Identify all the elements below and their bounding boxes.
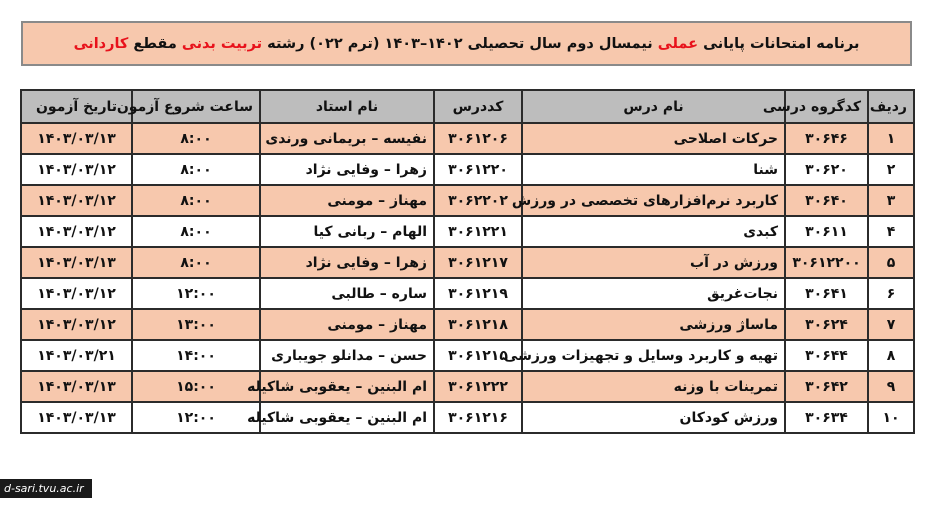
table-row [21,123,914,154]
cell-course-code: ۳۰۶۱۲۱۸ [434,309,522,340]
cell-course-name: حرکات اصلاحی [522,123,785,154]
cell-teacher: مهناز – مومنی [260,309,434,340]
cell-exam-date: ۱۴۰۳/۰۳/۱۲ [21,154,132,185]
header-group-code: کدگروه درسی [785,90,868,123]
header-course-code: کددرس [434,90,522,123]
cell-start-time: ۱۲:۰۰ [132,402,260,433]
title-highlight-major: تربیت بدنی [181,35,263,52]
cell-start-time: ۱۳:۰۰ [132,309,260,340]
cell-start-time: ۸:۰۰ [132,216,260,247]
cell-group-code: ۳۰۶۲۴ [785,309,868,340]
table-row [21,278,914,309]
table-row [21,247,914,278]
cell-group-code: ۳۰۶۴۱ [785,278,868,309]
table-row [21,309,914,340]
cell-teacher: زهرا – وفایی نژاد [260,154,434,185]
header-row-number: ردیف [868,90,914,123]
cell-exam-date: ۱۴۰۳/۰۳/۱۲ [21,185,132,216]
table-row [21,371,914,402]
title-part-1: برنامه امتحانات پایانی [703,35,860,52]
header-course-name: نام درس [522,90,785,123]
title-banner [21,21,912,66]
cell-start-time: ۸:۰۰ [132,154,260,185]
cell-group-code: ۳۰۶۴۶ [785,123,868,154]
cell-group-code: ۳۰۶۱۱ [785,216,868,247]
header-exam-date: تاریخ آزمون [21,90,132,123]
cell-group-code: ۳۰۶۴۰ [785,185,868,216]
title-highlight-degree: کاردانی [73,35,129,52]
cell-group-code: ۳۰۶۴۴ [785,340,868,371]
cell-exam-date: ۱۴۰۳/۰۳/۱۲ [21,309,132,340]
cell-exam-date: ۱۴۰۳/۰۳/۲۱ [21,340,132,371]
cell-teacher: حسن – مدانلو جویباری [260,340,434,371]
cell-exam-date: ۱۴۰۳/۰۳/۱۳ [21,247,132,278]
cell-teacher: ساره – طالبی [260,278,434,309]
cell-group-code: ۳۰۶۲۰ [785,154,868,185]
cell-course-name: کاربرد نرم‌افزارهای تخصصی در ورزش [522,185,785,216]
cell-group-code: ۳۰۶۳۴ [785,402,868,433]
cell-course-code: ۳۰۶۱۲۱۵ [434,340,522,371]
exam-schedule-table [20,89,915,434]
cell-course-name: ماساژ ورزشی [522,309,785,340]
table-row [21,185,914,216]
cell-course-code: ۳۰۶۱۲۱۷ [434,247,522,278]
cell-row-number: ۳ [868,185,914,216]
cell-course-name: کبدی [522,216,785,247]
table-row [21,216,914,247]
cell-course-name: تهیه و کاربرد وسایل و تجهیزات ورزشی [522,340,785,371]
header-start-time: ساعت شروع آزمون [132,90,260,123]
title-highlight-practical: عملی [657,35,699,52]
cell-group-code: ۳۰۶۴۲ [785,371,868,402]
title-part-3: نیمسال دوم سال تحصیلی ۱۴۰۲–۱۴۰۳ (ترم ۰۲۲) رشته [267,35,653,52]
cell-row-number: ۸ [868,340,914,371]
cell-course-name: ورزش کودکان [522,402,785,433]
cell-course-code: ۳۰۶۱۲۰۶ [434,123,522,154]
cell-teacher: نفیسه – بریمانی ورندی [260,123,434,154]
cell-exam-date: ۱۴۰۳/۰۳/۱۳ [21,402,132,433]
cell-course-name: تمرینات با وزنه [522,371,785,402]
cell-row-number: ۲ [868,154,914,185]
cell-teacher: مهناز – مومنی [260,185,434,216]
cell-row-number: ۱ [868,123,914,154]
cell-course-code: ۳۰۶۱۲۲۱ [434,216,522,247]
cell-course-name: شنا [522,154,785,185]
cell-start-time: ۱۲:۰۰ [132,278,260,309]
cell-start-time: ۸:۰۰ [132,247,260,278]
cell-exam-date: ۱۴۰۳/۰۳/۱۳ [21,123,132,154]
cell-teacher: الهام – ربانی کیا [260,216,434,247]
cell-row-number: ۹ [868,371,914,402]
cell-exam-date: ۱۴۰۳/۰۳/۱۳ [21,371,132,402]
cell-course-code: ۳۰۶۱۲۲۰ [434,154,522,185]
cell-start-time: ۱۵:۰۰ [132,371,260,402]
cell-start-time: ۸:۰۰ [132,123,260,154]
cell-group-code: ۳۰۶۱۲۲۰۰ [785,247,868,278]
cell-course-code: ۳۰۶۱۲۱۹ [434,278,522,309]
cell-start-time: ۱۴:۰۰ [132,340,260,371]
cell-course-code: ۳۰۶۱۲۲۲ [434,371,522,402]
cell-exam-date: ۱۴۰۳/۰۳/۱۲ [21,278,132,309]
title-part-5: مقطع [133,35,177,52]
table-row [21,340,914,371]
cell-teacher: زهرا – وفایی نژاد [260,247,434,278]
cell-start-time: ۸:۰۰ [132,185,260,216]
cell-row-number: ۵ [868,247,914,278]
cell-course-code: ۳۰۶۱۲۱۶ [434,402,522,433]
cell-row-number: ۶ [868,278,914,309]
table-row [21,154,914,185]
cell-row-number: ۷ [868,309,914,340]
cell-row-number: ۴ [868,216,914,247]
cell-row-number: ۱۰ [868,402,914,433]
site-watermark: d-sari.tvu.ac.ir [0,479,92,498]
cell-course-name: ورزش در آب [522,247,785,278]
cell-course-name: نجات‌غریق [522,278,785,309]
table-row [21,402,914,433]
header-teacher-name: نام استاد [260,90,434,123]
cell-course-code: ۳۰۶۲۲۰۲ [434,185,522,216]
cell-exam-date: ۱۴۰۳/۰۳/۱۲ [21,216,132,247]
table-header-row [21,90,914,123]
cell-teacher: ام البنین – یعقوبی شاکیله [260,371,434,402]
cell-teacher: ام البنین – یعقوبی شاکیله [260,402,434,433]
page-title [74,36,860,52]
